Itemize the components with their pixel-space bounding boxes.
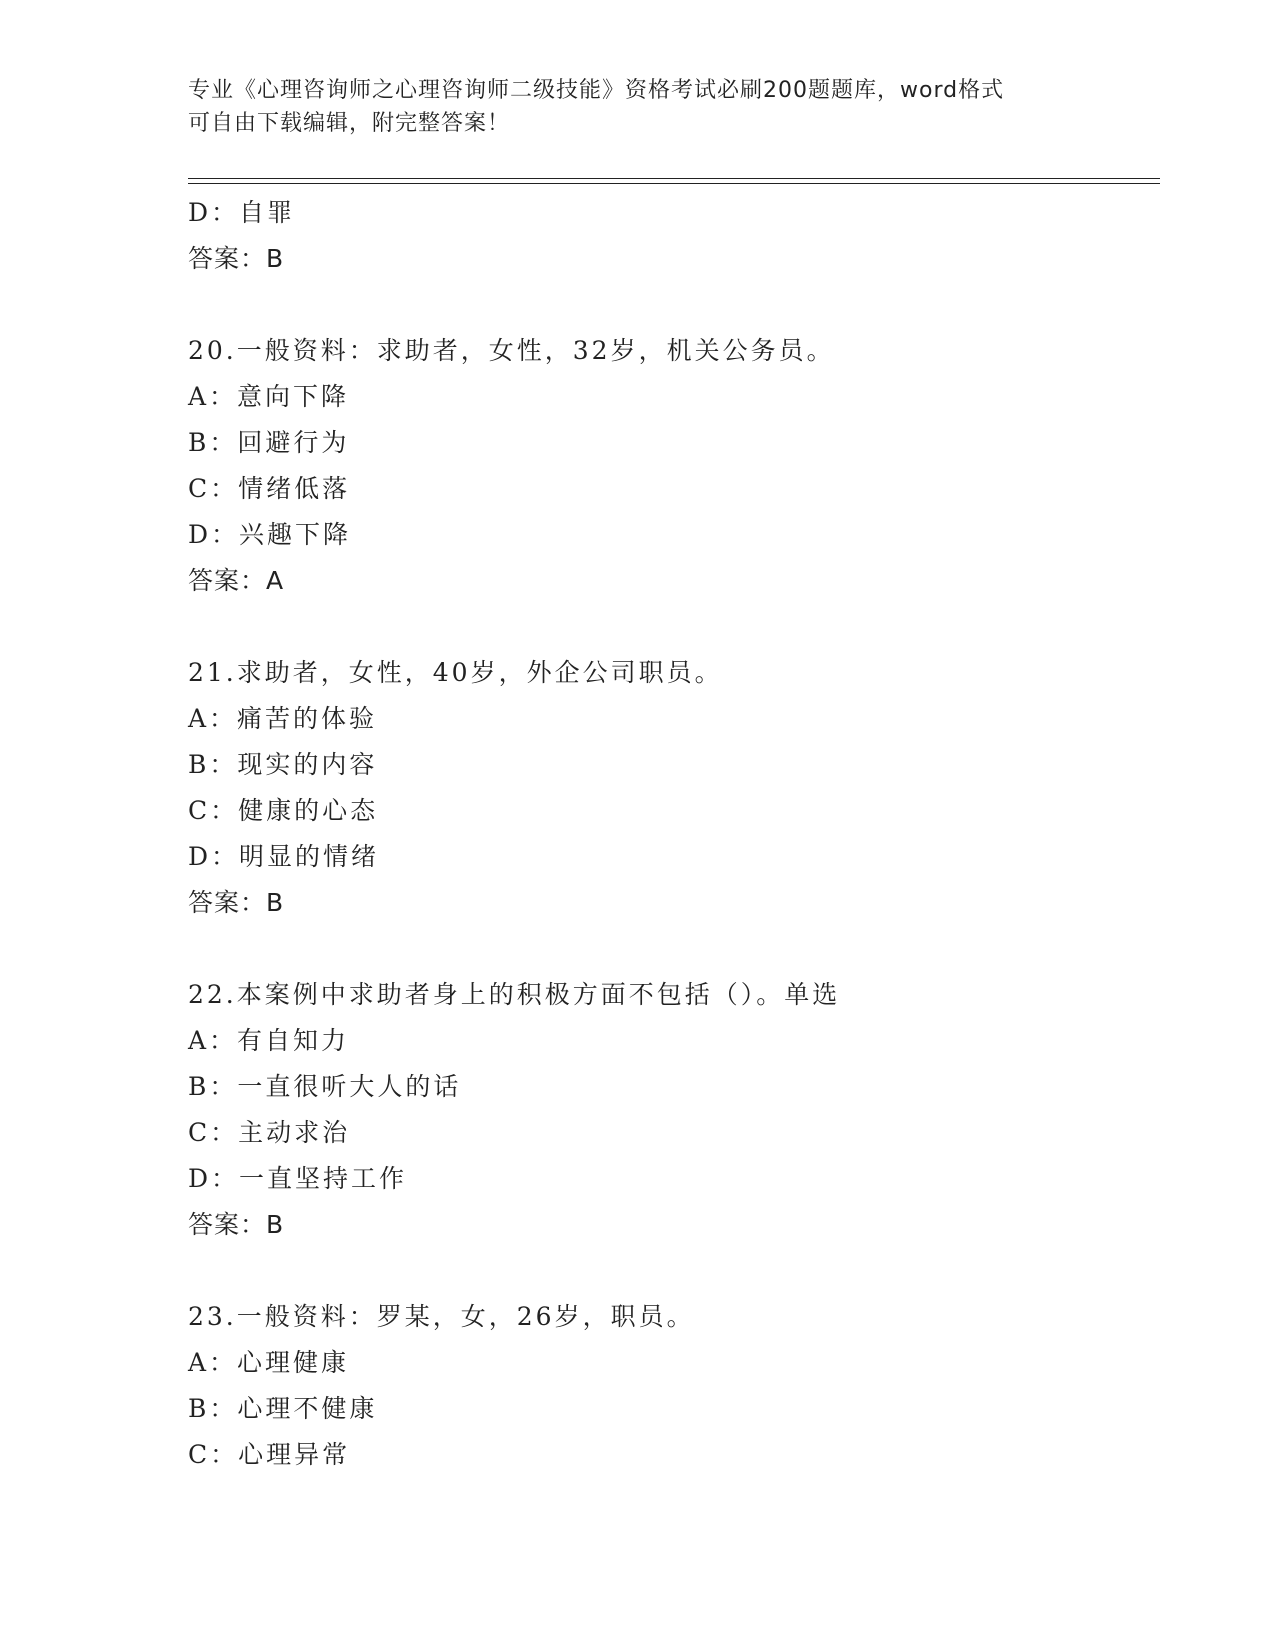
question-21-option-b: B：现实的内容 <box>188 750 378 779</box>
question-20-option-b: B：回避行为 <box>188 428 350 457</box>
question-list <box>188 190 1148 1478</box>
header-title-line-1: 专业《心理咨询师之心理咨询师二级技能》资格考试必刷200题题库，word格式 <box>188 78 1005 103</box>
question-20-option-d: D：兴趣下降 <box>188 520 352 549</box>
question-22-option-d: D：一直坚持工作 <box>188 1164 408 1193</box>
question-20-option-c: C：情绪低落 <box>188 474 351 503</box>
question-21-option-d: D：明显的情绪 <box>188 842 380 871</box>
question-20-answer: 答案：A <box>188 566 285 595</box>
spacer <box>188 282 1148 328</box>
question-20-stem: 20.一般资料：求助者，女性，32岁，机关公务员。 <box>188 336 835 365</box>
spacer <box>188 604 1148 650</box>
question-21-option-c: C：健康的心态 <box>188 796 379 825</box>
question-21-stem: 21.求助者，女性，40岁，外企公司职员。 <box>188 658 723 687</box>
header-divider-bottom <box>188 183 1160 184</box>
question-19-option-d: D：自罪 <box>188 198 296 227</box>
question-23-option-a: A：心理健康 <box>188 1348 350 1377</box>
question-22-answer: 答案：B <box>188 1210 285 1239</box>
question-22-stem: 22.本案例中求助者身上的积极方面不包括（）。单选 <box>188 980 841 1009</box>
header-title-line-2: 可自由下载编辑，附完整答案！ <box>188 111 511 136</box>
question-19-answer: 答案：B <box>188 244 285 273</box>
question-23-option-c: C：心理异常 <box>188 1440 351 1469</box>
question-22-option-c: C：主动求治 <box>188 1118 351 1147</box>
question-23-option-b: B：心理不健康 <box>188 1394 378 1423</box>
spacer <box>188 926 1148 972</box>
question-21-option-a: A：痛苦的体验 <box>188 704 378 733</box>
header-divider-top <box>188 178 1160 179</box>
spacer <box>188 1248 1148 1294</box>
question-23-stem: 23.一般资料：罗某，女，26岁，职员。 <box>188 1302 695 1331</box>
question-22-option-a: A：有自知力 <box>188 1026 350 1055</box>
document-header <box>188 74 1088 140</box>
question-20-option-a: A：意向下降 <box>188 382 350 411</box>
question-22-option-b: B：一直很听大人的话 <box>188 1072 462 1101</box>
question-21-answer: 答案：B <box>188 888 285 917</box>
